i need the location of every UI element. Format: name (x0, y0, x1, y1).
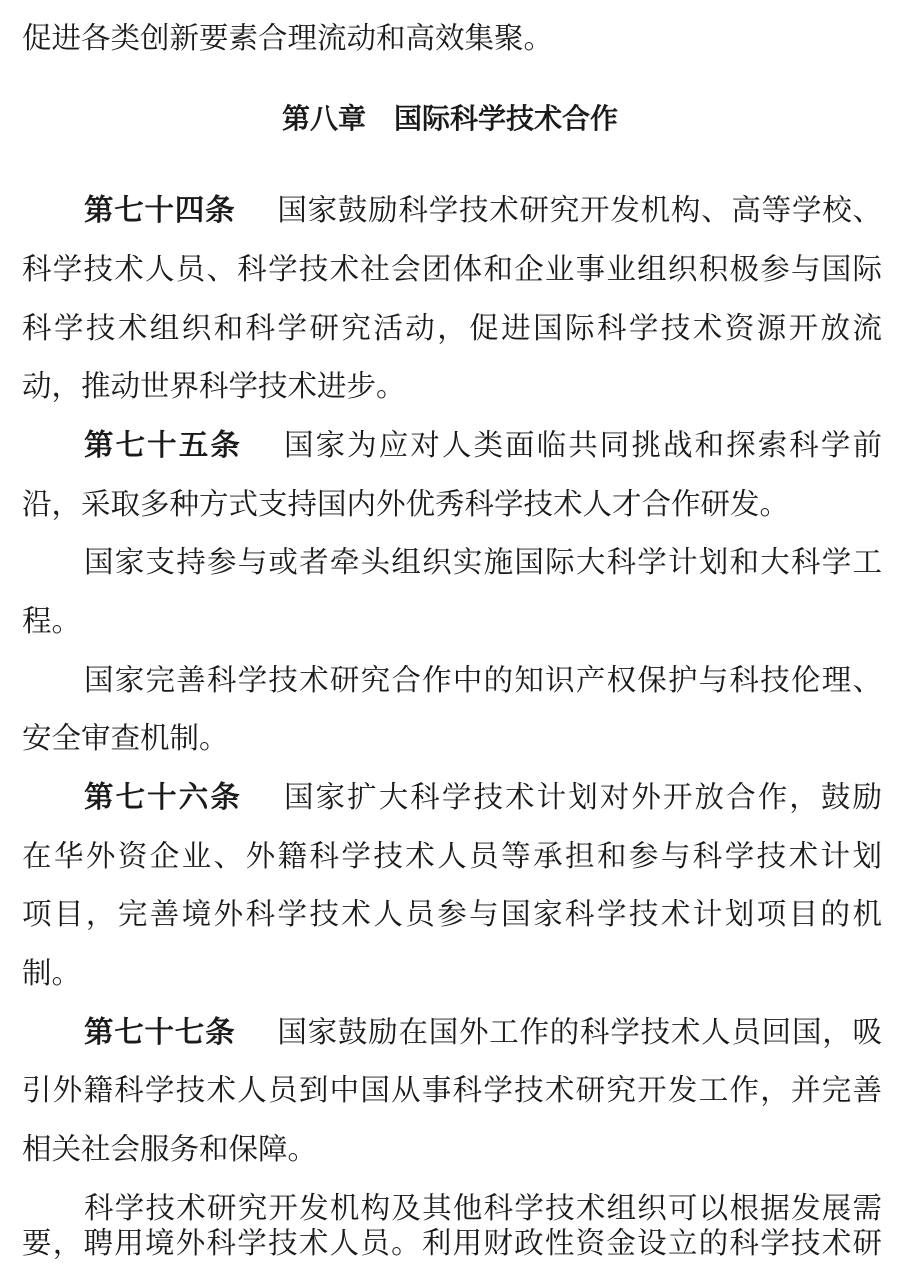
article-74-label: 第七十四条 (84, 193, 236, 227)
paragraph-line: 国家支持参与或者牵头组织实施国际大科学计划和大科学工 (84, 545, 882, 579)
paragraph-line: 相关社会服务和保障。 (22, 1132, 318, 1166)
paragraph-line: 要，聘用境外科学技术人员。利用财政性资金设立的科学技术研 (22, 1226, 882, 1260)
article-75-label: 第七十五条 (84, 428, 242, 462)
paragraph-line: 动，推动世界科学技术进步。 (22, 369, 406, 403)
paragraph-line: 科学技术研究开发机构及其他科学技术组织可以根据发展需 (84, 1191, 882, 1225)
paragraph-line: 科学技术组织和科学研究活动，促进国际科学技术资源开放流 (22, 311, 882, 345)
paragraph-line: 促进各类创新要素合理流动和高效集聚。 (22, 21, 554, 55)
paragraph-line: 沿，采取多种方式支持国内外优秀科学技术人才合作研发。 (22, 487, 790, 521)
article-77-label: 第七十七条 (84, 1015, 236, 1049)
paragraph-line: 国家完善科学技术研究合作中的知识产权保护与科技伦理、 (84, 663, 882, 697)
paragraph-line: 在华外资企业、外籍科学技术人员等承担和参与科学技术计划 (22, 839, 882, 873)
paragraph-line: 引外籍科学技术人员到中国从事科学技术研究开发工作，并完善 (22, 1073, 882, 1107)
article-77-text: 国家鼓励在国外工作的科学技术人员回国，吸 (277, 1015, 882, 1049)
article-75-text: 国家为应对人类面临共同挑战和探索科学前 (283, 428, 882, 462)
chapter-heading: 第八章 国际科学技术合作 (281, 102, 618, 135)
paragraph-line: 项目，完善境外科学技术人员参与国家科学技术计划项目的机 (22, 897, 882, 931)
paragraph-line: 程。 (22, 604, 82, 638)
article-77-first-line (84, 1012, 882, 1052)
article-74-text: 国家鼓励科学技术研究开发机构、高等学校、 (277, 193, 882, 227)
paragraph-line: 科学技术人员、科学技术社会团体和企业事业组织积极参与国际 (22, 252, 882, 286)
paragraph-line: 制。 (22, 956, 82, 990)
article-76-text: 国家扩大科学技术计划对外开放合作，鼓励 (283, 780, 882, 814)
paragraph-line: 安全审查机制。 (22, 721, 229, 755)
article-75-first-line (84, 425, 882, 465)
article-76-label: 第七十六条 (84, 780, 242, 814)
article-74-first-line (84, 190, 882, 230)
article-76-first-line (84, 777, 882, 817)
